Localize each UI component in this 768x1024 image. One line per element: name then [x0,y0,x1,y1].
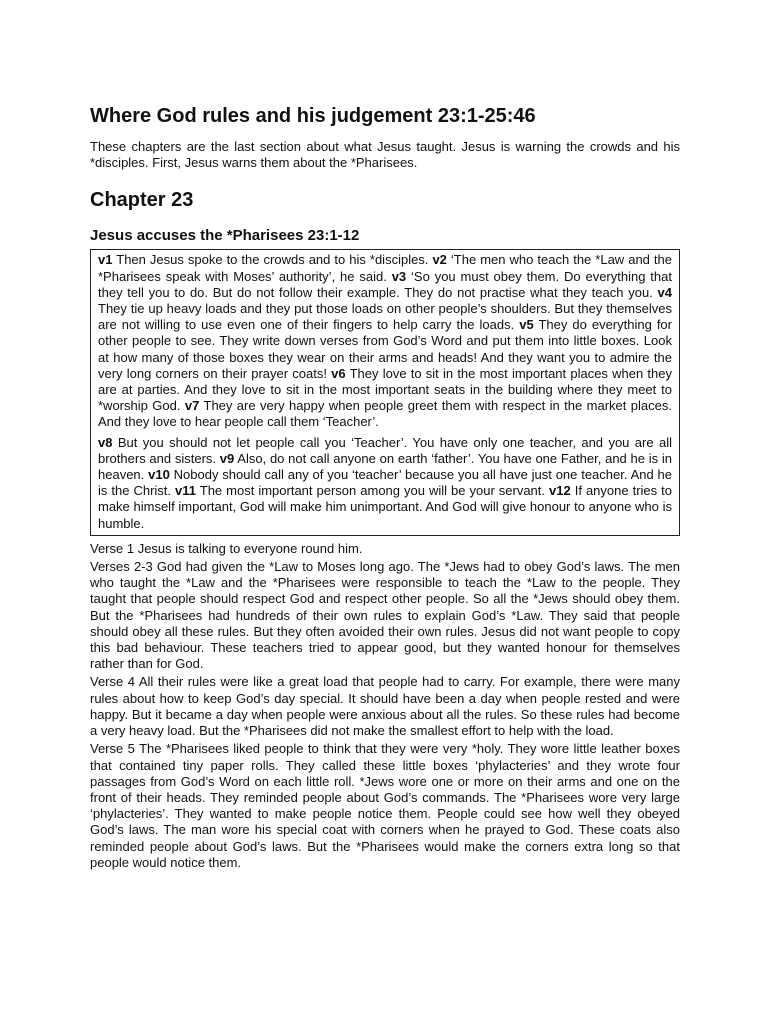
verse-number: v4 [657,284,672,300]
commentary-verses-2-3: Verses 2-3 God had given the *Law to Moses long ago. The *Jews had to obey God’s laws. The men who taught the *Law and the *Pharisees were responsible to teach the *Law to the people. They taught that people should respect God and respect other people. So all the *Jews should obey them. But the *Pharisees had hundreds of their own rules to explain God’s *Law. They said that people should obey all these rules. But they often avoided their own rules. Jesus did not want people to copy this bad behaviour. These teachers tried to appear good, but they wanted honour for themselves rather than for God. [90,559,680,672]
verse-text: Also, do not call anyone on earth ‘father’. You have one Father, and he is in heaven. [98,450,672,483]
intro-paragraph: These chapters are the last section about what Jesus taught. Jesus is warning the crowds and his *disciples. First, Jesus warns them about the *Pharisees. [90,139,680,171]
verse-number: v9 [219,450,235,466]
verse-number: v12 [549,483,571,499]
verse-text: Then Jesus spoke to the crowds and to his *disciples. [112,252,433,268]
verse-number: v5 [519,317,534,333]
verse-text: ‘The men who teach the *Law and the *Pharisees speak with Moses’ authority’, he said. [98,252,672,284]
scripture-paragraph-1 [98,252,672,430]
verse-number: v2 [432,252,447,268]
verse-text: They do everything for other people to see. They write down verses from God’s Word and put them into little boxes. Look at how many of those boxes they wear on their arms and heads! And they want you to admire the very long corners on their prayer coats! [98,317,672,381]
verse-text: But you should not let people call you ‘Teacher’. You have only one teacher, and you are all brothers and sisters. [98,434,672,466]
verse-text: They love to sit in the most important places when they are at parties. And they love to sit in the most important seats in the building where they meet to *worship God. [98,365,672,414]
verse-number: v11 [175,483,196,499]
verse-text: ‘So you must obey them. Do everything that they tell you to do. But do not follow their example. They do not practise what they teach you. [98,268,672,300]
verse-number: v7 [184,398,200,414]
verse-number: v10 [148,467,170,483]
scripture-box [90,249,680,535]
section-heading: Jesus accuses the *Pharisees 23:1-12 [90,227,360,245]
verse-number: v1 [98,252,113,268]
verse-text: The most important person among you will be your servant. [196,483,550,499]
commentary-verse-4: Verse 4 All their rules were like a great load that people had to carry. For example, there were many rules about how to keep God’s day special. It should have been a day when people rested and were happy. But it became a day when people were anxious about all the rules. So these rules had become a very heavy load. But the *Pharisees did not make the smallest effort to help with the load. [90,674,680,739]
verse-number: v8 [98,434,113,450]
verse-text: If anyone tries to make himself important, God will make him unimportant. And God will give honour to anyone who is humble. [98,483,672,531]
verse-text: Nobody should call any of you ‘teacher’ because you all have just one teacher. And he is the Christ. [98,467,673,499]
verse-number: v6 [331,365,346,381]
scripture-paragraph-2 [98,435,672,532]
chapter-heading: Chapter 23 [90,189,194,212]
verse-text: They are very happy when people greet them with respect in the market places. And they love to hear people call them ‘Teacher’. [98,398,672,430]
verse-text: They tie up heavy loads and they put those loads on other people’s shoulders. But they themselves are not willing to use even one of their fingers to help carry the loads. [98,301,672,333]
commentary-verse-1: Verse 1 Jesus is talking to everyone round him. [90,540,363,556]
document-title: Where God rules and his judgement 23:1-25:46 [90,105,536,127]
verse-number: v3 [391,268,407,284]
commentary-verse-5: Verse 5 The *Pharisees liked people to think that they were very *holy. They wore little leather boxes that contained tiny paper rolls. They called these little boxes ‘phylacteries’ and they wrote four passages from God’s Word on each little roll. *Jews wore one or more on their arms and one on the front of their heads. They reminded people about God’s commands. The *Pharisees wore very large ‘phylacteries’. They wanted to make people notice them. People could see how well they obeyed God’s laws. The man wore his special coat with corners when he prayed to God. These coats also reminded people about God’s laws. But the *Pharisees would make the corners extra long so that people would notice them. [90,741,680,870]
